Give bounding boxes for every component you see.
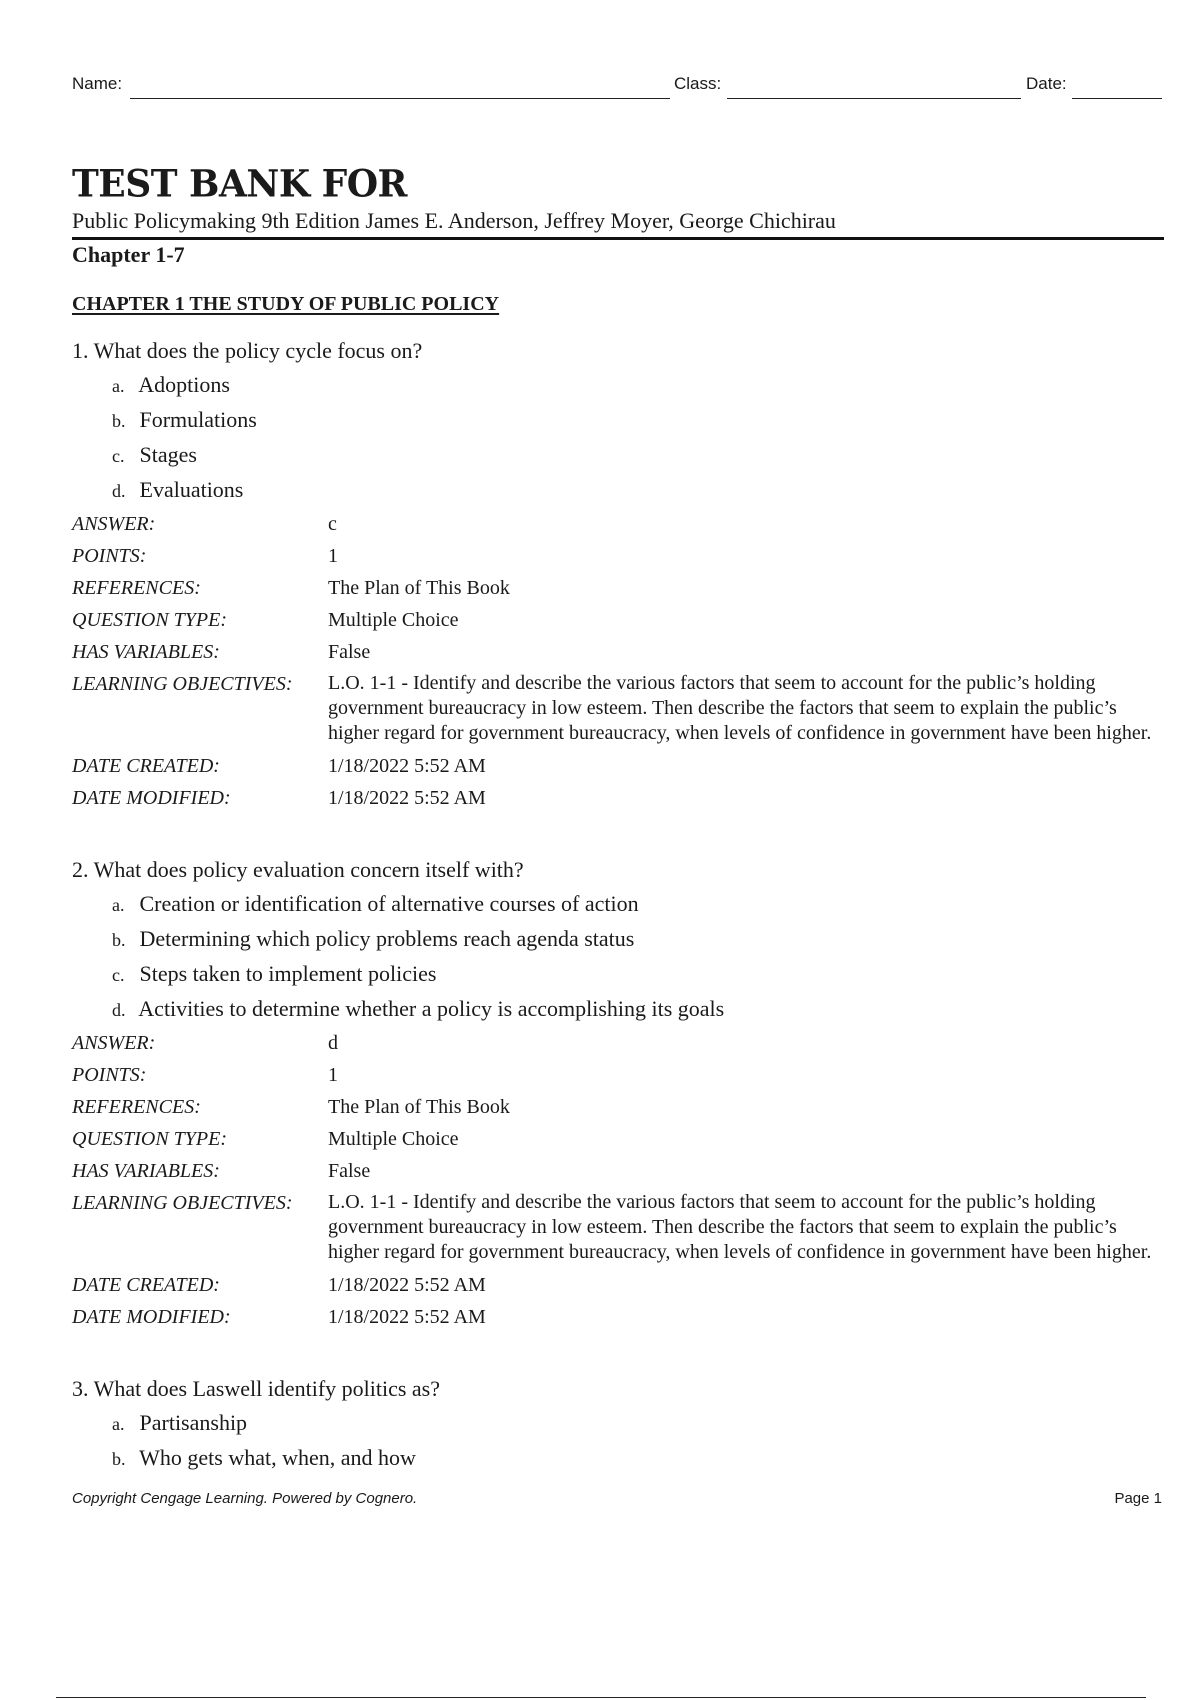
question-stem: 1. What does the policy cycle focus on? bbox=[72, 338, 423, 363]
class-label: Class: bbox=[674, 74, 722, 93]
question-1 bbox=[72, 336, 1162, 814]
date-created-label: DATE CREATED: bbox=[72, 1274, 220, 1296]
learning-objectives-value: L.O. 1-1 - Identify and describe the various factors that seem to account for the public’s holding government bureaucracy in low esteem. Then describe the factors that seem to explain the public’s higher regard for government bureaucracy, when levels of confidence in government have been higher. bbox=[328, 672, 1152, 744]
name-label: Name: bbox=[72, 74, 123, 93]
choice-text: Who gets what, when, and how bbox=[139, 1445, 416, 1470]
date-modified-label: DATE MODIFIED: bbox=[72, 787, 231, 809]
choice-text: Activities to determine whether a policy is accomplishing its goals bbox=[138, 996, 725, 1021]
name-field[interactable] bbox=[130, 98, 670, 99]
learning-objectives-label: LEARNING OBJECTIVES: bbox=[72, 673, 293, 695]
points-label: POINTS: bbox=[72, 1064, 147, 1086]
date-modified-label: DATE MODIFIED: bbox=[72, 1306, 231, 1328]
choice-item bbox=[112, 1406, 1162, 1441]
choice-text: Stages bbox=[139, 442, 197, 467]
choice-letter: a. bbox=[112, 376, 125, 396]
date-modified-value: 1/18/2022 5:52 AM bbox=[328, 1306, 486, 1328]
has-variables-label: HAS VARIABLES: bbox=[72, 1160, 220, 1182]
question-metadata bbox=[72, 1027, 1162, 1333]
choice-item bbox=[112, 1441, 1162, 1476]
question-type-label: QUESTION TYPE: bbox=[72, 609, 228, 631]
question-stem: 2. What does policy evaluation concern itself with? bbox=[72, 857, 524, 882]
question-stem: 3. What does Laswell identify politics as? bbox=[72, 1376, 441, 1401]
date-created-value: 1/18/2022 5:52 AM bbox=[328, 1274, 486, 1296]
choice-text: Evaluations bbox=[139, 477, 244, 502]
references-label: REFERENCES: bbox=[72, 1096, 201, 1118]
choice-letter: d. bbox=[112, 1000, 126, 1020]
choice-text: Steps taken to implement policies bbox=[139, 961, 437, 986]
choice-item bbox=[112, 992, 1162, 1027]
choice-letter: c. bbox=[112, 965, 125, 985]
date-created-label: DATE CREATED: bbox=[72, 755, 220, 777]
date-modified-value: 1/18/2022 5:52 AM bbox=[328, 787, 486, 809]
references-value: The Plan of This Book bbox=[328, 577, 510, 599]
class-field[interactable] bbox=[727, 98, 1021, 99]
has-variables-value: False bbox=[328, 641, 371, 663]
question-type-value: Multiple Choice bbox=[328, 609, 459, 631]
choice-item bbox=[112, 922, 1162, 957]
date-created-value: 1/18/2022 5:52 AM bbox=[328, 755, 486, 777]
answer-value: d bbox=[328, 1032, 338, 1054]
choice-letter: d. bbox=[112, 481, 126, 501]
learning-objectives-value: L.O. 1-1 - Identify and describe the various factors that seem to account for the public’s holding government bureaucracy in low esteem. Then describe the factors that seem to explain the public’s higher regard for government bureaucracy, when levels of confidence in government have been higher. bbox=[328, 1191, 1152, 1263]
references-label: REFERENCES: bbox=[72, 577, 201, 599]
question-type-label: QUESTION TYPE: bbox=[72, 1128, 228, 1150]
footer-copyright: Copyright Cengage Learning. Powered by Cognero. bbox=[72, 1490, 418, 1507]
learning-objectives-label: LEARNING OBJECTIVES: bbox=[72, 1192, 293, 1214]
chapter-heading: CHAPTER 1 THE STUDY OF PUBLIC POLICY bbox=[72, 293, 500, 315]
points-value: 1 bbox=[328, 545, 338, 567]
title-divider bbox=[72, 237, 1164, 240]
choice-text: Partisanship bbox=[139, 1410, 248, 1435]
choice-text: Adoptions bbox=[138, 372, 230, 397]
chapter-range: Chapter 1-7 bbox=[72, 242, 185, 267]
choice-list bbox=[112, 368, 1162, 508]
question-2 bbox=[72, 855, 1162, 1333]
choice-list bbox=[112, 887, 1162, 1027]
choice-item bbox=[112, 957, 1162, 992]
page-bottom-rule bbox=[56, 1697, 1146, 1698]
choice-item bbox=[112, 403, 1162, 438]
choice-item bbox=[112, 473, 1162, 508]
question-metadata bbox=[72, 508, 1162, 814]
has-variables-value: False bbox=[328, 1160, 371, 1182]
footer-page-number: Page 1 bbox=[1114, 1490, 1162, 1507]
document-subtitle: Public Policymaking 9th Edition James E. Anderson, Jeffrey Moyer, George Chichirau bbox=[72, 208, 836, 233]
question-3 bbox=[72, 1374, 1162, 1476]
choice-text: Determining which policy problems reach agenda status bbox=[139, 926, 635, 951]
points-value: 1 bbox=[328, 1064, 338, 1086]
choice-item bbox=[112, 438, 1162, 473]
choice-letter: b. bbox=[112, 411, 126, 431]
choice-item bbox=[112, 368, 1162, 403]
choice-text: Formulations bbox=[139, 407, 257, 432]
choice-item bbox=[112, 887, 1162, 922]
answer-label: ANSWER: bbox=[72, 1032, 156, 1054]
date-label: Date: bbox=[1026, 74, 1067, 93]
points-label: POINTS: bbox=[72, 545, 147, 567]
choice-text: Creation or identification of alternative courses of action bbox=[139, 891, 639, 916]
answer-label: ANSWER: bbox=[72, 513, 156, 535]
choice-letter: b. bbox=[112, 930, 126, 950]
choice-letter: c. bbox=[112, 446, 125, 466]
answer-value: c bbox=[328, 513, 337, 535]
choice-list bbox=[112, 1406, 1162, 1476]
choice-letter: a. bbox=[112, 1414, 125, 1434]
choice-letter: b. bbox=[112, 1449, 126, 1469]
choice-letter: a. bbox=[112, 895, 125, 915]
has-variables-label: HAS VARIABLES: bbox=[72, 641, 220, 663]
date-field[interactable] bbox=[1072, 98, 1162, 99]
question-type-value: Multiple Choice bbox=[328, 1128, 459, 1150]
document-title: TEST BANK FOR bbox=[72, 162, 407, 207]
student-info-header bbox=[72, 72, 1162, 102]
references-value: The Plan of This Book bbox=[328, 1096, 510, 1118]
